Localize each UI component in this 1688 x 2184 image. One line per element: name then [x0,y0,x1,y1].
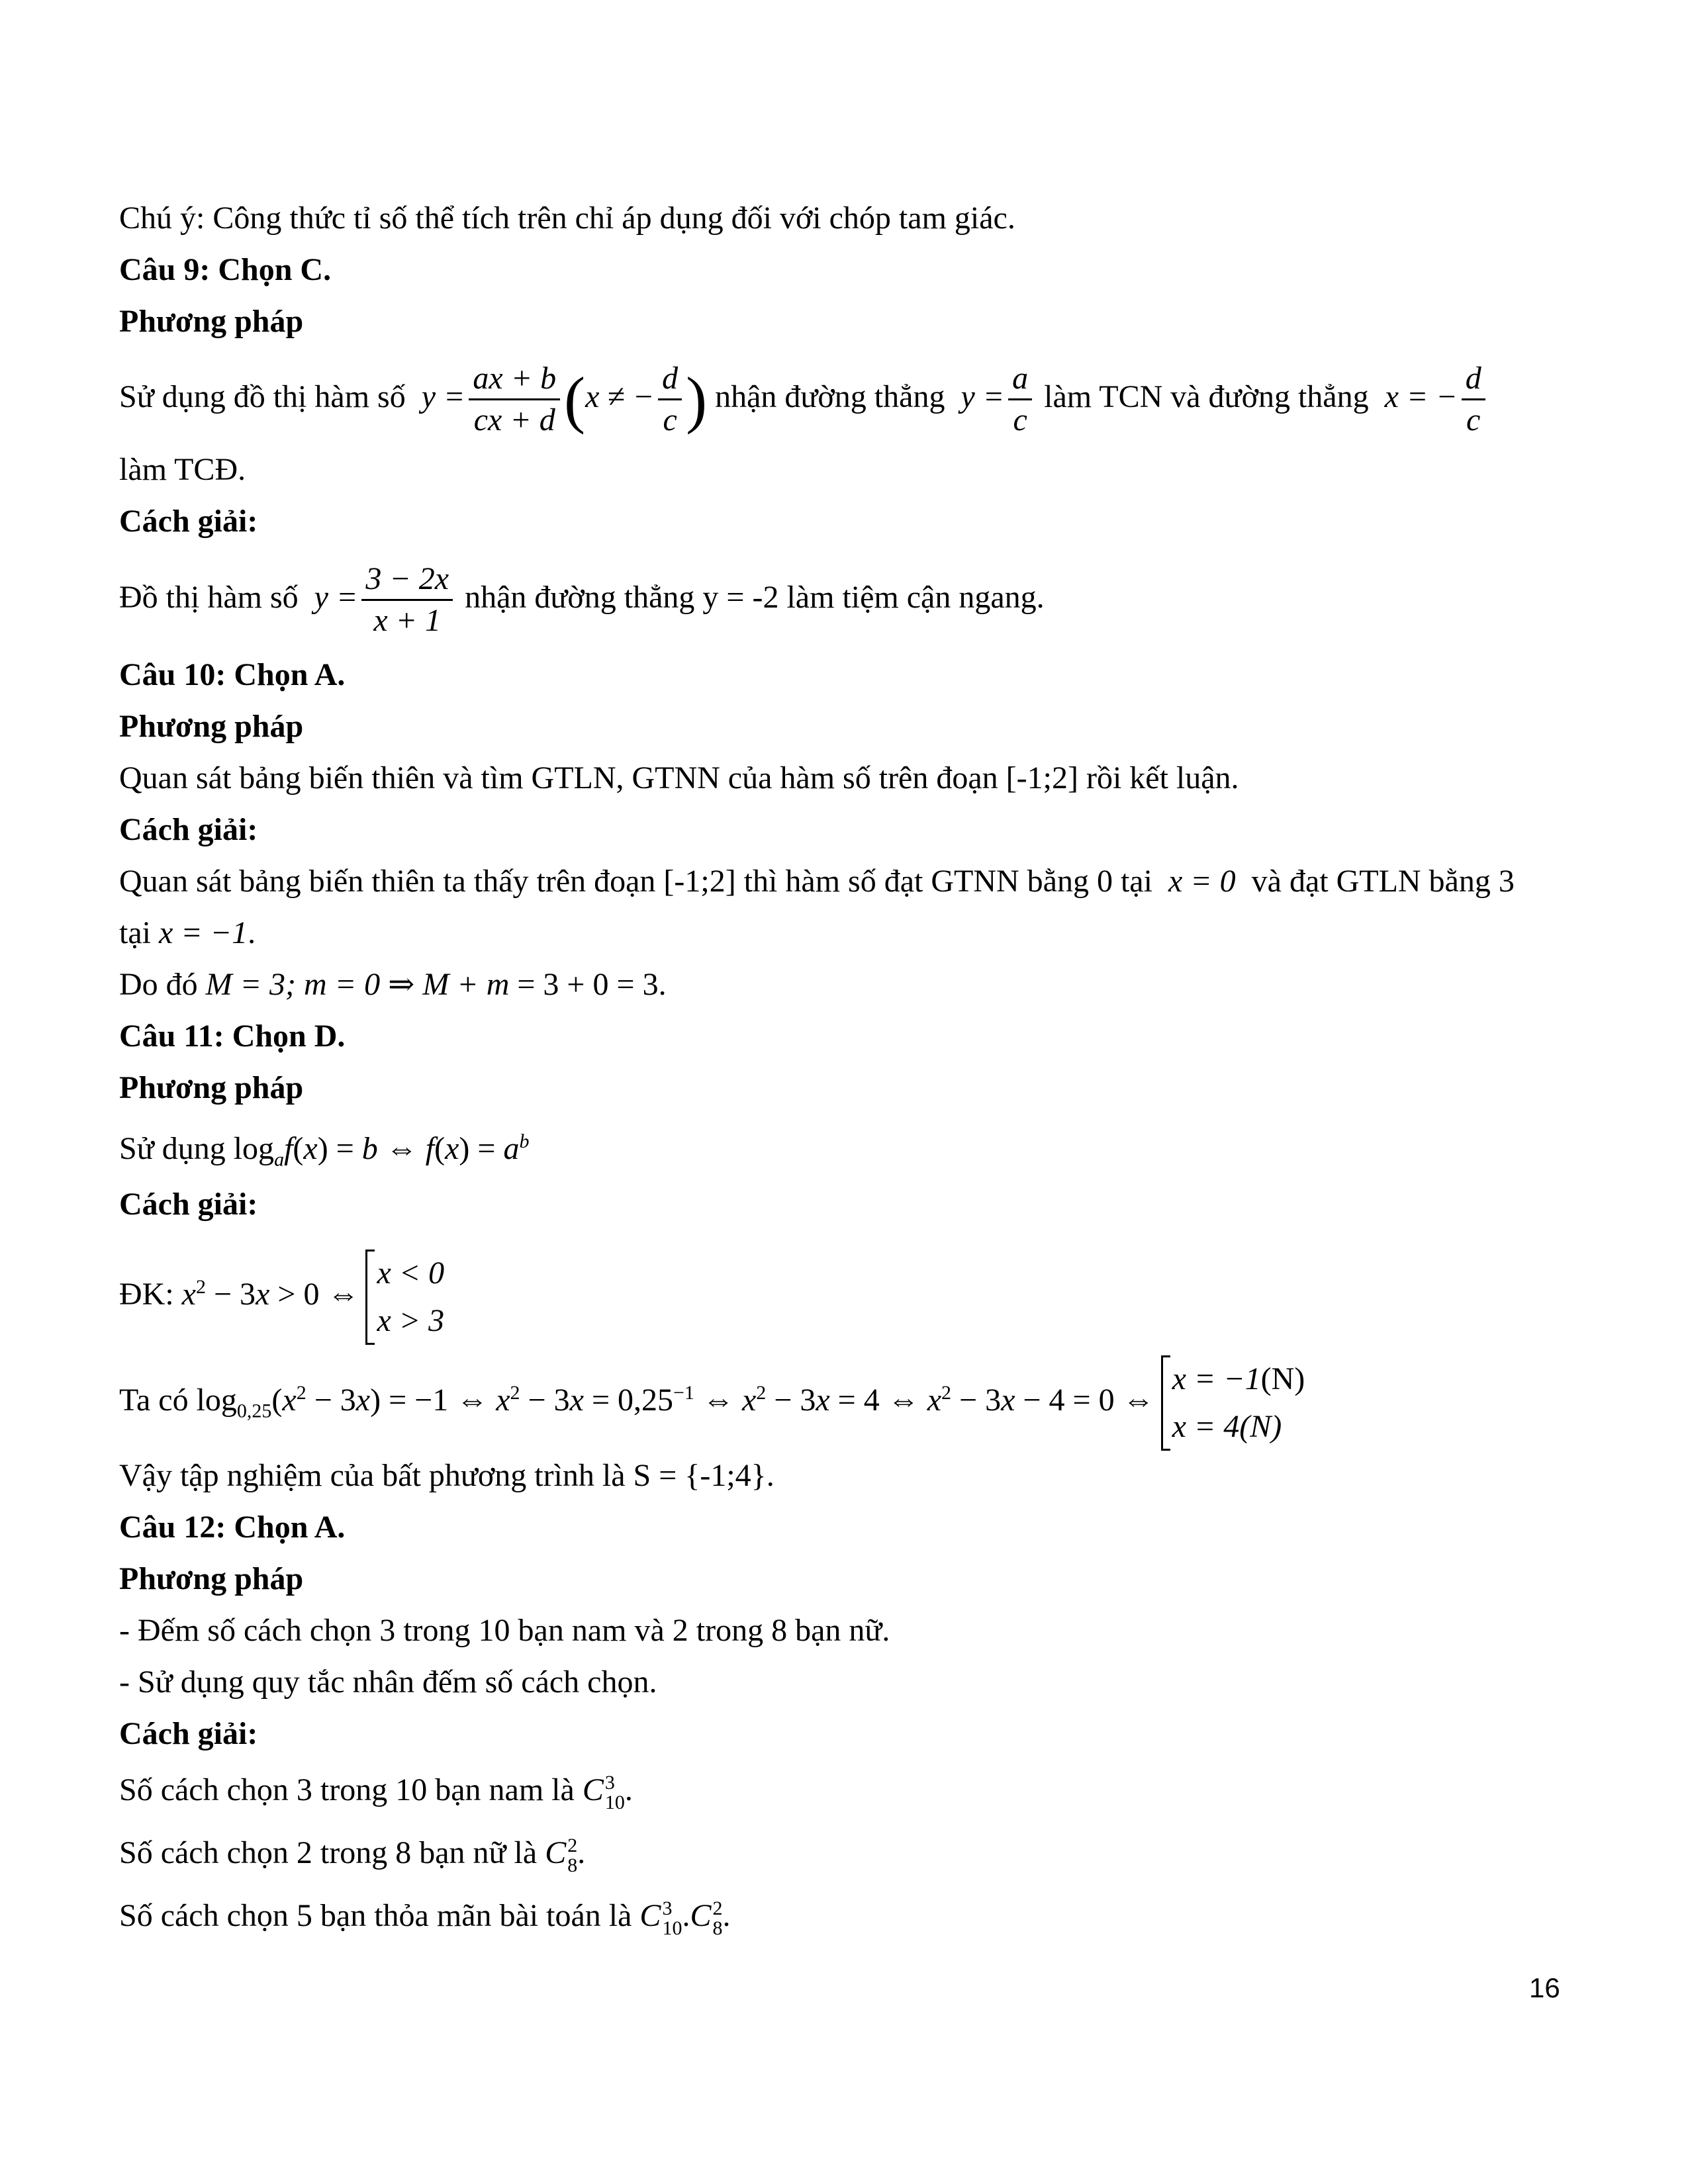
q10-title: Câu 10: Chọn A. [119,657,346,692]
q11-method-line: Sử dụng $\log_af(x) = b$ ⇔ $f(x) = a^b$ [119,1130,530,1171]
q9-method-line: Sử dụng đồ thị hàm số y = $\frac{ax + b}{cx + d}$ (x ≠ − $\frac{d}{c}$ ) nhận đường thẳng y = $\frac{a}{c}$ làm TCN và đường thẳng x = − $\frac{d}{c}$ [119,354,1489,440]
q10-solution-line2: tại x = −1. [119,915,256,950]
q12-method-line1: - Đếm số cách chọn 3 trong 10 bạn nam và 2 trong 8 bạn nữ. [119,1613,890,1648]
q9-title: Câu 9: Chọn C. [119,252,332,287]
q11-title: Câu 11: Chọn D. [119,1019,346,1054]
q9-solution-heading: Cách giải: [119,504,258,539]
q10-method-heading: Phương pháp [119,709,304,744]
q11-condition-line: ĐK: $x^2 - 3x > 0$ ⇔ x < 0 x > 3 [119,1238,444,1345]
condition-system: x < 0 x > 3 [365,1250,444,1345]
page-number: 16 [1529,1972,1560,2003]
q10-method-text: Quan sát bảng biến thiên và tìm GTLN, GTNN của hàm số trên đoạn [-1;2] rồi kết luận. [119,760,1239,796]
note-line: Chú ý: Công thức tỉ số thể tích trên chỉ áp dụng đối với chóp tam giác. [119,201,1015,236]
formula-fraction: $\frac{ax + b}{cx + d}$ [469,359,560,440]
q9-solution-line: Đồ thị hàm số y = $\frac{3 - 2x}{x + 1}$ nhận đường thẳng y = -2 làm tiệm cận ngang. [119,555,1045,641]
q10-solution-heading: Cách giải: [119,812,258,847]
q11-conclusion: Vậy tập nghiệm của bất phương trình là S = {-1;4}. [119,1458,774,1493]
q11-equation-line: Ta có $\log_{0,25}(x^2 - 3x) = -1$ ⇔ $x^2 - 3x = 0,25^{-1}$ ⇔ $x^2 - 3x = 4$ ⇔ $x^2 - 3x - 4 = 0$ ⇔ x = −1(N) x = 4(N) [119,1343,1305,1461]
q11-solution-heading: Cách giải: [119,1187,258,1222]
q12-solution-line1: Số cách chọn 3 trong 10 bạn nam là C 3 10 . [119,1771,633,1813]
q9-method-heading: Phương pháp [119,304,304,339]
solution-system: x = −1(N) x = 4(N) [1161,1355,1305,1451]
q9-method-line2: làm TCĐ. [119,452,246,487]
q12-title: Câu 12: Chọn A. [119,1510,346,1545]
q12-method-line2: - Sử dụng quy tắc nhân đếm số cách chọn. [119,1664,657,1700]
q10-solution-line1: Quan sát bảng biến thiên ta thấy trên đoạn [-1;2] thì hàm số đạt GTNN bằng 0 tại x = 0 và đạt GTLN bằng 3 [119,864,1515,899]
q12-solution-line3: Số cách chọn 5 bạn thỏa mãn bài toán là C 3 10 .C 2 8 . [119,1897,731,1939]
q12-solution-line2: Số cách chọn 2 trong 8 bạn nữ là C 2 8 . [119,1834,586,1876]
q12-method-heading: Phương pháp [119,1561,304,1596]
q10-solution-line3: Do đó M = 3; m = 0 ⇒ M + m = 3 + 0 = 3. [119,967,667,1002]
q11-method-heading: Phương pháp [119,1070,304,1105]
q12-solution-heading: Cách giải: [119,1716,258,1751]
